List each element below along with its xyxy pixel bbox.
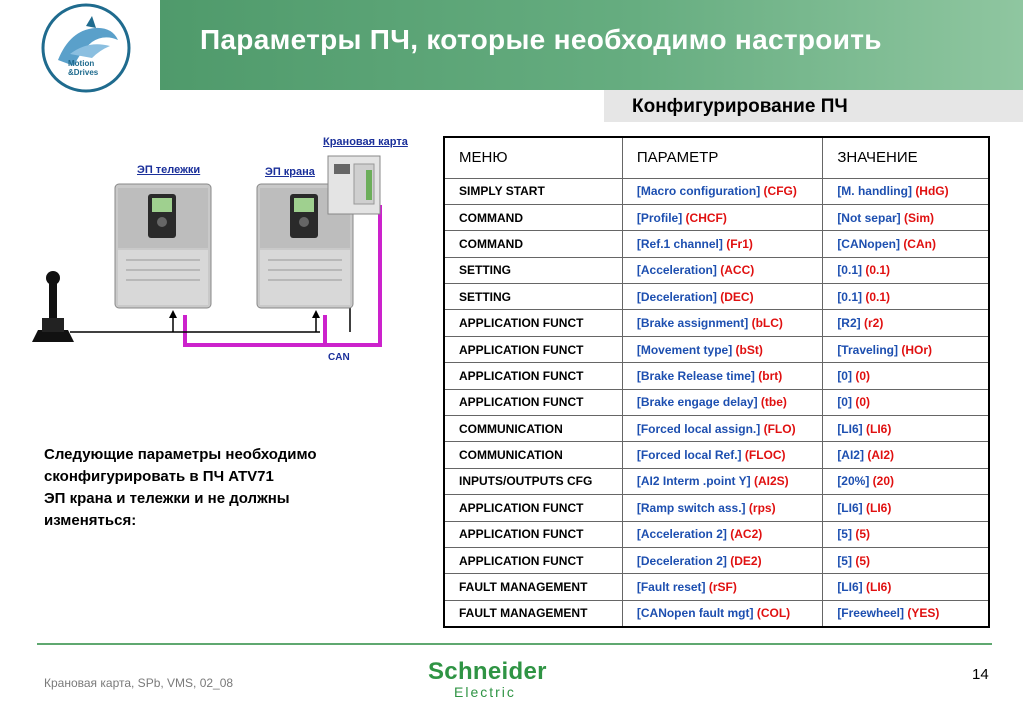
table-row bbox=[444, 204, 989, 230]
value-code: (0.1) bbox=[865, 289, 891, 304]
value-name: [Freewheel] bbox=[837, 606, 904, 621]
parameter-code: (tbe) bbox=[760, 395, 787, 410]
trolley-drive-icon bbox=[115, 184, 211, 308]
parameter-code: (DE2) bbox=[730, 553, 762, 568]
value-name: [LI6] bbox=[837, 580, 863, 595]
value-code: (5) bbox=[855, 527, 870, 542]
cell-parameter bbox=[622, 416, 822, 442]
cell-menu: COMMAND bbox=[444, 231, 622, 257]
schneider-electric-logo bbox=[428, 660, 547, 700]
value-name: [Not separ] bbox=[837, 210, 901, 225]
value-code: (5) bbox=[855, 553, 870, 568]
value-code: (Sim) bbox=[904, 210, 934, 225]
table-row bbox=[444, 178, 989, 204]
cell-value bbox=[823, 204, 989, 230]
cell-menu: SETTING bbox=[444, 284, 622, 310]
table-row bbox=[444, 547, 989, 573]
cell-value bbox=[823, 178, 989, 204]
parameter-code: (FLOC) bbox=[744, 448, 786, 463]
cell-parameter bbox=[622, 310, 822, 336]
table-row bbox=[444, 363, 989, 389]
parameter-name: [Brake Release time] bbox=[636, 368, 755, 383]
cell-value bbox=[823, 363, 989, 389]
cell-menu: APPLICATION FUNCT bbox=[444, 389, 622, 415]
description-line: ЭП крана и тележки и не должны bbox=[44, 490, 290, 507]
cell-parameter bbox=[622, 336, 822, 362]
value-name: [0] bbox=[837, 368, 852, 383]
value-name: [Traveling] bbox=[837, 342, 898, 357]
value-code: (LI6) bbox=[866, 421, 892, 436]
cell-value bbox=[823, 284, 989, 310]
parameter-name: [Brake engage delay] bbox=[636, 395, 758, 410]
parameter-name: [AI2 Interm .point Y] bbox=[636, 474, 751, 489]
parameter-code: (brt) bbox=[758, 368, 783, 383]
cell-value bbox=[823, 416, 989, 442]
cell-menu: APPLICATION FUNCT bbox=[444, 521, 622, 547]
value-name: [0.1] bbox=[837, 289, 862, 304]
cell-menu: SETTING bbox=[444, 257, 622, 283]
value-name: [LI6] bbox=[837, 421, 863, 436]
cell-menu: FAULT MANAGEMENT bbox=[444, 574, 622, 600]
cell-value bbox=[823, 547, 989, 573]
brand-subname: Electric bbox=[454, 684, 516, 700]
description-text bbox=[44, 444, 424, 532]
parameter-name: [Ref.1 channel] bbox=[636, 236, 723, 251]
table-row bbox=[444, 284, 989, 310]
value-code: (0) bbox=[855, 395, 870, 410]
value-name: [0] bbox=[837, 395, 852, 410]
value-code: (LI6) bbox=[866, 580, 892, 595]
cell-value bbox=[823, 495, 989, 521]
table-row bbox=[444, 310, 989, 336]
table-row bbox=[444, 257, 989, 283]
parameter-name: [Deceleration] bbox=[636, 289, 717, 304]
parameter-code: (CHCF) bbox=[685, 210, 727, 225]
cell-value bbox=[823, 310, 989, 336]
value-code: (0.1) bbox=[865, 263, 891, 278]
header-parameter: ПАРАМЕТР bbox=[622, 137, 822, 178]
value-code: (0) bbox=[855, 368, 870, 383]
parameters-table bbox=[443, 136, 990, 628]
parameter-code: (DEC) bbox=[720, 289, 754, 304]
value-code: (HOr) bbox=[901, 342, 933, 357]
cell-parameter bbox=[622, 257, 822, 283]
motion-drives-logo bbox=[0, 0, 160, 96]
crane-drive-label: ЭП крана bbox=[265, 166, 315, 178]
parameter-name: [Forced local assign.] bbox=[636, 421, 761, 436]
cell-value bbox=[823, 442, 989, 468]
cell-menu: APPLICATION FUNCT bbox=[444, 547, 622, 573]
value-code: (YES) bbox=[907, 606, 940, 621]
cell-parameter bbox=[622, 178, 822, 204]
table-row bbox=[444, 389, 989, 415]
crane-card-icon bbox=[328, 156, 380, 214]
footer-divider bbox=[37, 643, 992, 645]
cell-parameter bbox=[622, 574, 822, 600]
parameter-name: [Movement type] bbox=[636, 342, 733, 357]
footer-text: Крановая карта, SPb, VMS, 02_08 bbox=[44, 676, 234, 690]
description-line: сконфигурировать в ПЧ ATV71 bbox=[44, 468, 274, 485]
parameter-code: (bLC) bbox=[751, 316, 783, 331]
cell-value bbox=[823, 231, 989, 257]
logo-line2: &Drives bbox=[68, 68, 99, 77]
page-title: Параметры ПЧ, которые необходимо настроить bbox=[200, 24, 882, 55]
value-name: [5] bbox=[837, 553, 852, 568]
cell-parameter bbox=[622, 600, 822, 626]
parameter-name: [Ramp switch ass.] bbox=[636, 500, 746, 515]
cell-menu: APPLICATION FUNCT bbox=[444, 310, 622, 336]
cell-parameter bbox=[622, 547, 822, 573]
parameter-code: (rps) bbox=[748, 500, 776, 515]
table-row bbox=[444, 231, 989, 257]
value-code: (20) bbox=[872, 474, 895, 489]
value-name: [LI6] bbox=[837, 500, 863, 515]
cell-value bbox=[823, 468, 989, 494]
cell-value bbox=[823, 257, 989, 283]
cell-parameter bbox=[622, 284, 822, 310]
value-code: (AI2) bbox=[867, 448, 894, 463]
can-bus-label: CAN bbox=[328, 352, 350, 363]
table-row bbox=[444, 600, 989, 626]
description-line: Следующие параметры необходимо bbox=[44, 446, 317, 463]
cell-parameter bbox=[622, 495, 822, 521]
table-row bbox=[444, 521, 989, 547]
value-code: (r2) bbox=[864, 316, 884, 331]
table-row bbox=[444, 416, 989, 442]
description-line: изменяться: bbox=[44, 512, 137, 529]
table-row bbox=[444, 336, 989, 362]
cell-parameter bbox=[622, 204, 822, 230]
logo-line1: Motion bbox=[68, 59, 95, 68]
cell-value bbox=[823, 336, 989, 362]
cell-menu: COMMUNICATION bbox=[444, 416, 622, 442]
cell-menu: APPLICATION FUNCT bbox=[444, 336, 622, 362]
parameter-code: (AC2) bbox=[730, 527, 763, 542]
parameter-name: [Profile] bbox=[636, 210, 683, 225]
cell-parameter bbox=[622, 442, 822, 468]
parameter-name: [Fault reset] bbox=[636, 580, 706, 595]
cell-menu: FAULT MANAGEMENT bbox=[444, 600, 622, 626]
cell-parameter bbox=[622, 521, 822, 547]
value-name: [CANopen] bbox=[837, 236, 900, 251]
value-name: [R2] bbox=[837, 316, 861, 331]
value-name: [20%] bbox=[837, 474, 870, 489]
header-menu: МЕНЮ bbox=[444, 137, 622, 178]
joystick-icon bbox=[32, 271, 74, 342]
table-row bbox=[444, 495, 989, 521]
cell-parameter bbox=[622, 389, 822, 415]
cell-value bbox=[823, 574, 989, 600]
table-row bbox=[444, 468, 989, 494]
parameter-name: [Brake assignment] bbox=[636, 316, 749, 331]
parameter-name: [CANopen fault mgt] bbox=[636, 606, 754, 621]
brand-name: Schneider bbox=[428, 658, 547, 685]
parameter-code: (CFG) bbox=[763, 184, 797, 199]
parameter-name: [Macro configuration] bbox=[636, 184, 761, 199]
crane-wiring-diagram bbox=[30, 150, 430, 360]
parameter-code: (rSF) bbox=[708, 580, 737, 595]
logo-emblem-icon bbox=[0, 0, 160, 96]
table-row bbox=[444, 442, 989, 468]
table-header-row bbox=[444, 137, 989, 178]
parameter-code: (ACC) bbox=[720, 263, 755, 278]
trolley-drive-label: ЭП тележки bbox=[137, 164, 201, 176]
cell-value bbox=[823, 521, 989, 547]
parameter-name: [Acceleration 2] bbox=[636, 527, 727, 542]
parameter-code: (Fr1) bbox=[726, 236, 753, 251]
header-value: ЗНАЧЕНИЕ bbox=[823, 137, 989, 178]
parameter-code: (AI2S) bbox=[754, 474, 789, 489]
parameter-name: [Acceleration] bbox=[636, 263, 717, 278]
table-row bbox=[444, 574, 989, 600]
cell-menu: SIMPLY START bbox=[444, 178, 622, 204]
parameter-name: [Forced local Ref.] bbox=[636, 448, 742, 463]
value-name: [M. handling] bbox=[837, 184, 912, 199]
value-code: (CAn) bbox=[903, 236, 936, 251]
parameter-code: (COL) bbox=[756, 606, 791, 621]
parameter-code: (bSt) bbox=[735, 342, 763, 357]
value-name: [5] bbox=[837, 527, 852, 542]
cell-parameter bbox=[622, 363, 822, 389]
cell-menu: APPLICATION FUNCT bbox=[444, 363, 622, 389]
value-name: [0.1] bbox=[837, 263, 862, 278]
value-code: (LI6) bbox=[866, 500, 892, 515]
crane-card-label: Крановая карта bbox=[323, 136, 408, 148]
cell-menu: APPLICATION FUNCT bbox=[444, 495, 622, 521]
cell-value bbox=[823, 389, 989, 415]
cell-value bbox=[823, 600, 989, 626]
cell-menu: INPUTS/OUTPUTS CFG bbox=[444, 468, 622, 494]
value-name: [AI2] bbox=[837, 448, 864, 463]
page-number: 14 bbox=[972, 666, 989, 683]
parameter-name: [Deceleration 2] bbox=[636, 553, 727, 568]
cell-parameter bbox=[622, 468, 822, 494]
cell-parameter bbox=[622, 231, 822, 257]
cell-menu: COMMAND bbox=[444, 204, 622, 230]
value-code: (HdG) bbox=[915, 184, 949, 199]
page-subtitle: Конфигурирование ПЧ bbox=[632, 96, 848, 117]
cell-menu: COMMUNICATION bbox=[444, 442, 622, 468]
parameter-code: (FLO) bbox=[763, 421, 796, 436]
